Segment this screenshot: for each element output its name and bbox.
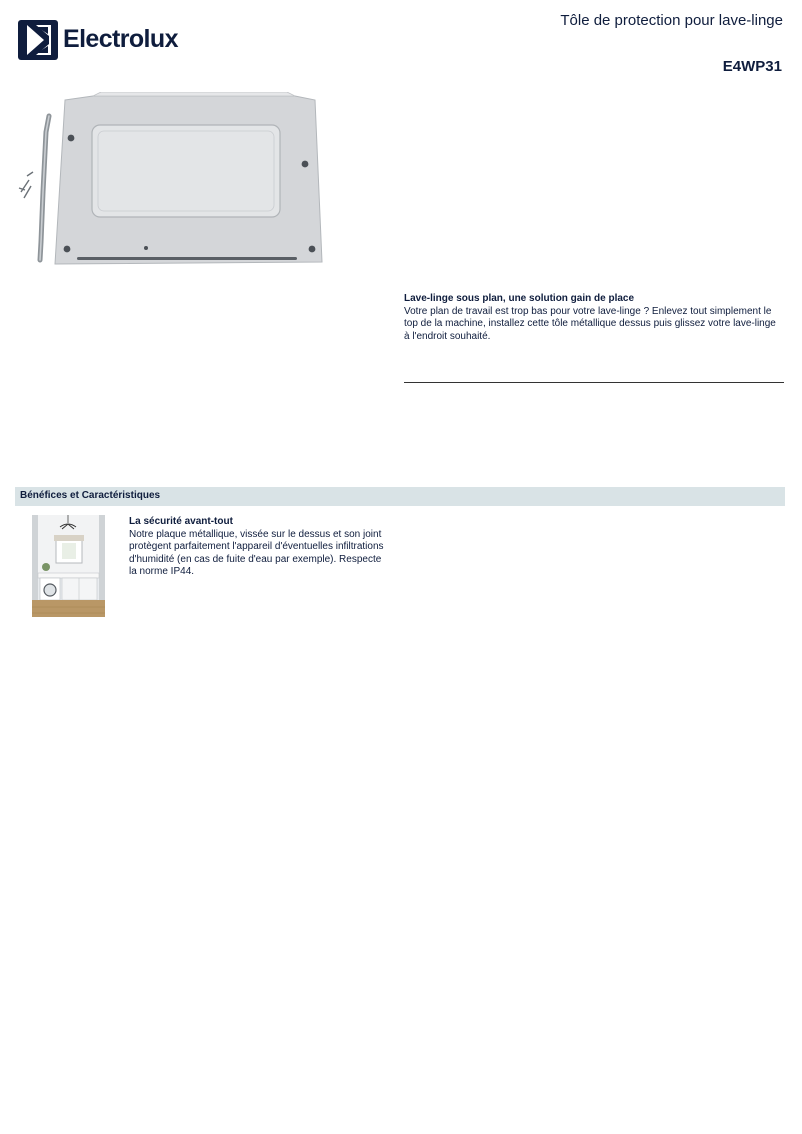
electrolux-logo-icon xyxy=(18,20,58,60)
brand-logo xyxy=(18,20,188,62)
model-number: E4WP31 xyxy=(722,58,782,75)
intro-block xyxy=(404,293,784,343)
section-title: Bénéfices et Caractéristiques xyxy=(20,490,161,501)
intro-body: Votre plan de travail est trop bas pour votre lave-linge ? Enlevez tout simplement le top de la machine, installez cette tôle métallique dessus puis glissez votre lave-linge à l'endroit souhaité. xyxy=(404,305,776,342)
feature-body: Notre plaque métallique, vissée sur le dessus et son joint protègent parfaitement l'appareil d'éventuelles infiltrations d'humidité (en cas de fuite d'eau par exemple). Respecte la norme IP44. xyxy=(129,528,384,577)
divider xyxy=(404,382,784,383)
laundry-room-photo xyxy=(32,515,105,617)
protection-plate-image xyxy=(15,92,331,270)
intro-heading: Lave-linge sous plan, une solution gain de place xyxy=(404,293,635,304)
benefits-section-header xyxy=(15,487,785,506)
screws-icon xyxy=(19,172,33,198)
feature-item xyxy=(129,516,389,579)
feature-heading: La sécurité avant-tout xyxy=(129,516,233,527)
document-title: Tôle de protection pour lave-linge xyxy=(560,12,783,29)
brand-name: Electrolux xyxy=(63,25,178,53)
